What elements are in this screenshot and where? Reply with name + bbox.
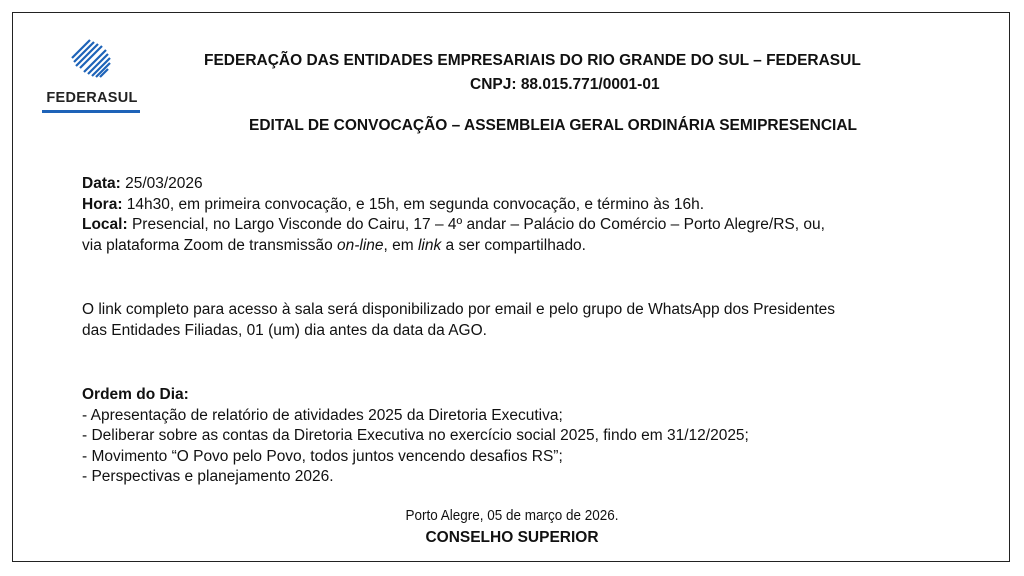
online-line — [82, 236, 825, 257]
meeting-details — [82, 174, 825, 256]
place-label: Local: — [82, 216, 128, 233]
link-notice-line-2: das Entidades Filiadas, 01 (um) dia antes da data da AGO. — [82, 321, 487, 339]
federasul-emblem-icon — [66, 38, 114, 86]
online-italic-2: link — [417, 236, 442, 254]
agenda-item: - Perspectivas e planejamento 2026. — [82, 468, 334, 485]
agenda-item: - Movimento “O Povo pelo Povo, todos juntos vencendo desafios RS”; — [82, 447, 563, 465]
logo-underline — [42, 110, 140, 113]
agenda-item: - Deliberar sobre as contas da Diretoria Executiva no exercício social 2025, findo em 31/12/2025; — [82, 427, 749, 444]
time-label: Hora: — [82, 195, 123, 213]
time-value: 14h30, em primeira convocação, e 15h, em segunda convocação, e término às 16h. — [122, 195, 705, 213]
signer: CONSELHO SUPERIOR — [425, 529, 599, 546]
agenda-title: Ordem do Dia: — [82, 386, 189, 403]
link-notice — [82, 300, 835, 341]
federasul-logo — [40, 38, 144, 118]
logo-wordmark: FEDERASUL — [46, 90, 138, 106]
place-value: Presencial, no Largo Visconde do Cairu, 17 – 4º andar – Palácio do Comércio – Porto Alegre/RS, ou, — [127, 216, 825, 233]
time-line — [82, 195, 825, 216]
notice-title: EDITAL DE CONVOCAÇÃO – ASSEMBLEIA GERAL ORDINÁRIA SEMIPRESENCIAL — [249, 117, 857, 134]
online-text-3: a ser compartilhado. — [441, 236, 586, 254]
cnpj: CNPJ: 88.015.771/0001-01 — [470, 76, 660, 93]
date-value: 25/03/2026 — [120, 175, 203, 192]
online-text-1: via plataforma Zoom de transmissão — [82, 236, 337, 254]
agenda-item: - Apresentação de relatório de atividades 2025 da Diretoria Executiva; — [82, 406, 563, 424]
agenda — [82, 385, 749, 488]
online-italic-1: on-line — [337, 236, 384, 254]
online-text-2: , em — [383, 236, 418, 254]
link-notice-line-1: O link completo para acesso à sala será disponibilizado por email e pelo grupo de WhatsApp dos Presidentes — [82, 301, 836, 318]
date-line — [82, 174, 825, 195]
date-label: Data: — [82, 175, 121, 192]
place-line — [82, 215, 825, 236]
organization-name: FEDERAÇÃO DAS ENTIDADES EMPRESARIAIS DO RIO GRANDE DO SUL – FEDERASUL — [204, 52, 861, 69]
place-and-date: Porto Alegre, 05 de março de 2026. — [405, 508, 619, 524]
